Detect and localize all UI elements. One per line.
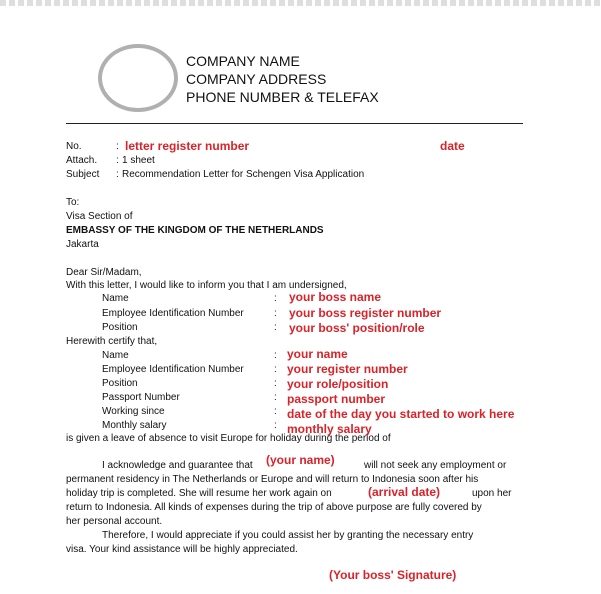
para2-line-1: Therefore, I would appreciate if you could assist her by granting the necessary entry [102, 530, 474, 541]
salary-label: Monthly salary [102, 420, 167, 431]
para1-line-3b: upon her [472, 488, 512, 499]
working-since-value: date of the day you started to work here [287, 407, 515, 421]
para2-line-2: visa. Your kind assistance will be highly appreciated. [66, 544, 298, 555]
no-label: No. [66, 141, 82, 152]
boss-name-label: Name [102, 293, 129, 304]
attach-value: 1 sheet [122, 155, 155, 166]
letter-date: date [440, 139, 465, 153]
boss-signature: (Your boss' Signature) [329, 568, 457, 582]
passport-value: passport number [287, 392, 386, 406]
intro-line: With this letter, I would like to inform you that I am undersigned, [66, 280, 347, 291]
salary-colon: : [274, 420, 277, 431]
passport-colon: : [274, 392, 277, 403]
recipient-city: Jakarta [66, 239, 99, 250]
boss-position-value: your boss' position/role [289, 321, 425, 335]
employee-eid-label: Employee Identification Number [102, 364, 244, 375]
para1-line-3a: holiday trip is completed. She will resume her work again on [66, 488, 332, 499]
working-since-label: Working since [102, 406, 165, 417]
employee-eid-colon: : [274, 364, 277, 375]
boss-position-colon: : [274, 322, 277, 333]
company-phone: PHONE NUMBER & TELEFAX [186, 89, 379, 105]
passport-label: Passport Number [102, 392, 180, 403]
boss-name-colon: : [274, 293, 277, 304]
para1-end: will not seek any employment or [364, 460, 507, 471]
working-since-colon: : [274, 406, 277, 417]
recipient-line-1: Visa Section of [66, 211, 133, 222]
to-label: To: [66, 197, 80, 208]
boss-eid-colon: : [274, 308, 277, 319]
company-logo-placeholder [98, 44, 178, 112]
employee-name-colon: : [274, 350, 277, 361]
boss-position-label: Position [102, 322, 138, 333]
salary-value: monthly salary [287, 422, 372, 436]
subject-label: Subject [66, 169, 100, 180]
letter-register-number: letter register number [125, 139, 250, 153]
para1-start: I acknowledge and guarantee that [102, 460, 253, 471]
para1-your-name: (your name) [266, 453, 335, 467]
subject-value: Recommendation Letter for Schengen Visa Application [122, 169, 365, 180]
leave-line: is given a leave of absence to visit Europe for holiday during the period of [66, 433, 391, 444]
salutation: Dear Sir/Madam, [66, 267, 142, 278]
employee-position-value: your role/position [287, 377, 389, 391]
arrival-date: (arrival date) [368, 485, 441, 499]
employee-position-colon: : [274, 378, 277, 389]
employee-name-label: Name [102, 350, 129, 361]
boss-eid-label: Employee Identification Number [102, 308, 244, 319]
para1-line-5: her personal account. [66, 516, 163, 527]
employee-name-value: your name [287, 347, 348, 361]
boss-name-value: your boss name [289, 290, 382, 304]
attach-colon: : [116, 155, 119, 166]
employee-eid-value: your register number [287, 362, 408, 376]
employee-position-label: Position [102, 378, 138, 389]
boss-eid-value: your boss register number [289, 306, 442, 320]
attach-label: Attach. [66, 155, 98, 166]
para1-line-4: return to Indonesia. All kinds of expenses during the trip of above purpose are fully covered by [66, 502, 482, 513]
scan-top-edge [0, 0, 601, 6]
header-divider [66, 123, 523, 124]
company-address: COMPANY ADDRESS [186, 71, 327, 87]
no-colon: : [116, 141, 119, 152]
recipient-embassy: EMBASSY OF THE KINGDOM OF THE NETHERLANDS [66, 225, 324, 236]
company-name: COMPANY NAME [186, 53, 300, 69]
para1-line-2: permanent residency in The Netherlands or Europe and will return to Indonesia soon after his [66, 474, 479, 485]
subject-colon: : [116, 169, 119, 180]
certify-line: Herewith certify that, [66, 336, 158, 347]
